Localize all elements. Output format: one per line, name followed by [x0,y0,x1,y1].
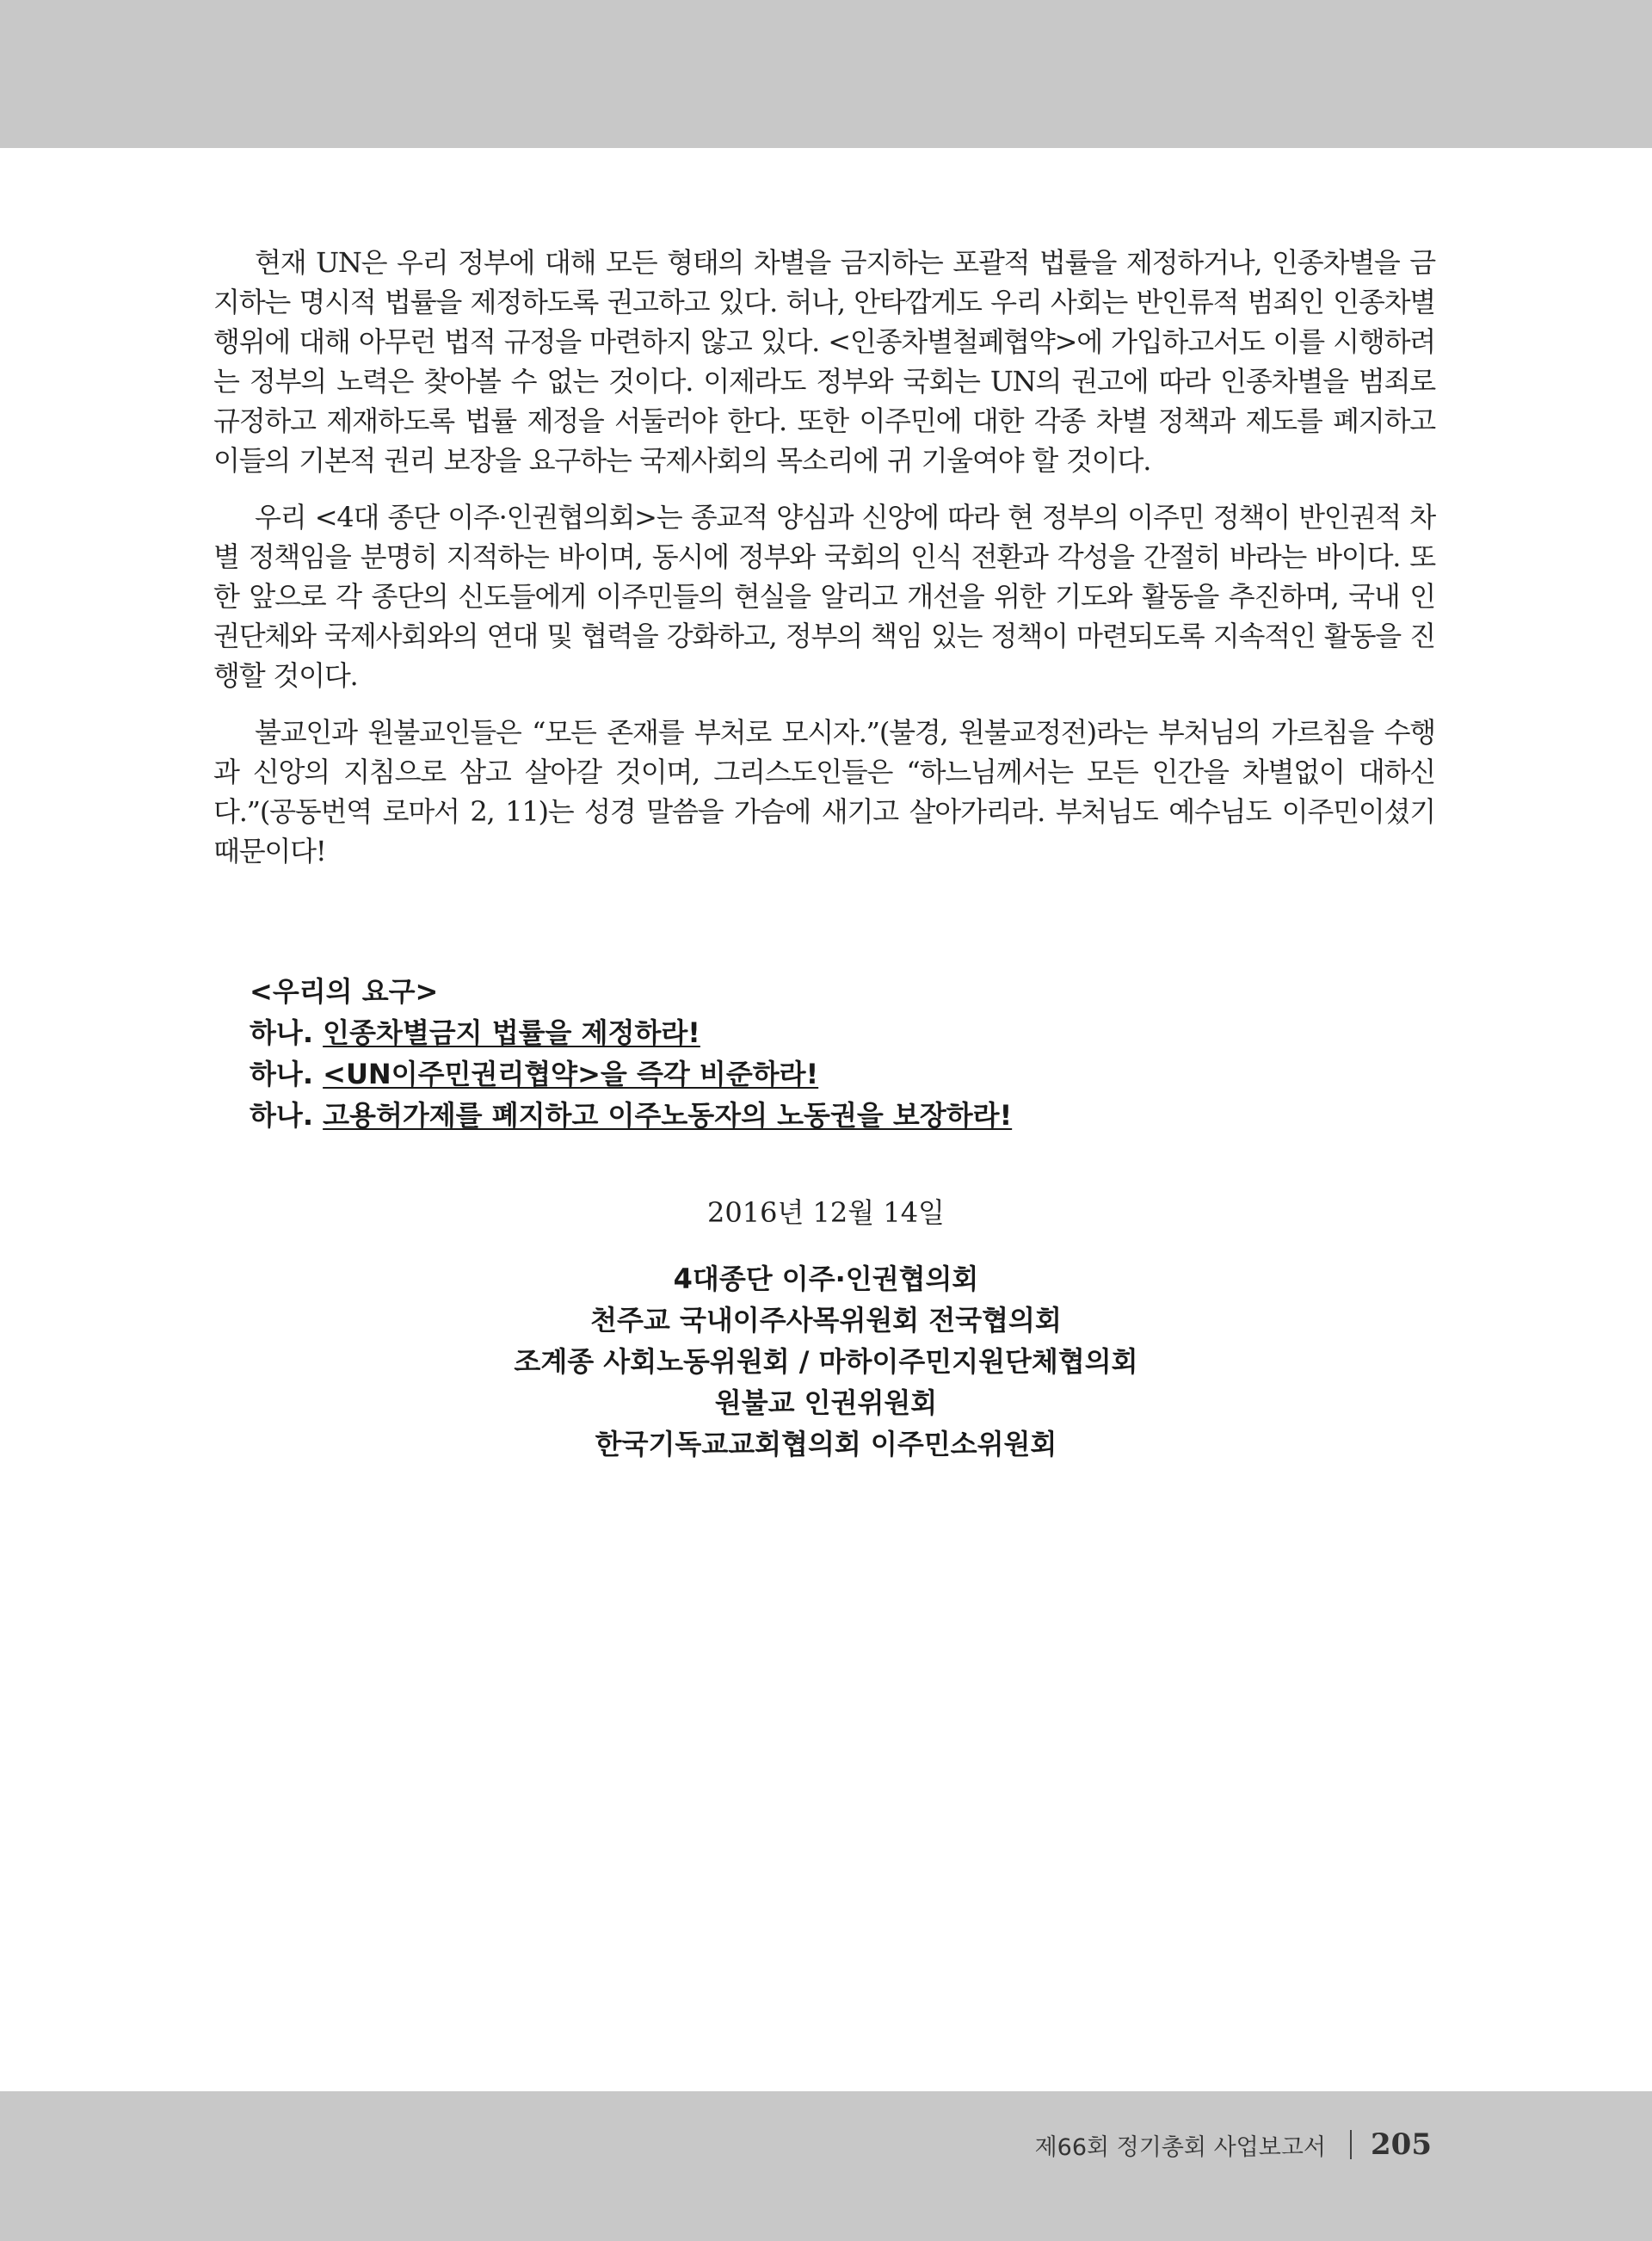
demands-section [250,971,1012,1136]
report-title: 제66회 정기총회 사업보고서 [1034,2133,1327,2161]
statement-body [213,243,1435,888]
demand-text: <UN이주민권리협약>을 즉각 비준하라! [323,1058,819,1090]
body-paragraph: 현재 UN은 우리 정부에 대해 모든 형태의 차별을 금지하는 포괄적 법률을 제정하거나, 인종차별을 금지하는 명시적 법률을 제정하도록 권고하고 있다. 허나, 안타깝게도 우리 사회는 반인류적 범죄인 인종차별 행위에 대해 아무런 법적 규정을 마련하지 않고 있다. <인종차별철폐협약>에 가입하고서도 이를 시행하려는 정부의 노력은 찾아볼 수 없는 것이다. 이제라도 정부와 국회는 UN의 권고에 따라 인종차별을 범죄로 규정하고 제재하도록 법률 제정을 서둘러야 한다. 또한 이주민에 대한 각종 차별 정책과 제도를 폐지하고 이들의 기본적 권리 보장을 요구하는 국제사회의 목소리에 귀 기울여야 할 것이다. [213,246,1435,477]
page-footer [1035,2127,1432,2162]
organization-name: 4대종단 이주·인권협의회 [673,1262,979,1295]
page-number: 205 [1371,2127,1432,2162]
organization-name: 한국기독교교회협의회 이주민소위원회 [595,1428,1057,1460]
signatory-organizations [0,1258,1652,1465]
demands-heading: <우리의 요구> [250,975,439,1008]
demand-prefix: 하나. [250,1099,324,1132]
organization-name: 원불교 인권위원회 [714,1386,938,1419]
organization-name: 천주교 국내이주사목위원회 전국협의회 [590,1304,1062,1337]
statement-date: 2016년 12월 14일 [707,1196,945,1229]
organization-name: 조계종 사회노동위원회 / 마하이주민지원단체협의회 [514,1345,1138,1378]
demand-text: 인종차별금지 법률을 제정하라! [323,1016,700,1049]
body-paragraph: 불교인과 원불교인들은 “모든 존재를 부처로 모시자.”(불경, 원불교정전)라는 부처님의 가르침을 수행과 신앙의 지침으로 삼고 살아갈 것이며, 그리스도인들은 “하느님께서는 모든 인간을 차별없이 대하신다.”(공동번역 로마서 2, 11)는 성경 말씀을 가슴에 새기고 살아가리라. 부처님도 예수님도 이주민이셨기 때문이다! [213,716,1435,867]
demand-item [250,1012,1012,1053]
demand-prefix: 하나. [250,1058,324,1090]
footer-band [0,2091,1652,2241]
header-band [0,0,1652,148]
demand-item [250,1095,1012,1136]
demand-text: 고용허가제를 폐지하고 이주노동자의 노동권을 보장하라! [323,1099,1013,1132]
demand-item [250,1053,1012,1095]
footer-divider [1350,2130,1352,2159]
body-paragraph: 우리 <4대 종단 이주·인권협의회>는 종교적 양심과 신앙에 따라 현 정부의 이주민 정책이 반인권적 차별 정책임을 분명히 지적하는 바이며, 동시에 정부와 국회의 인식 전환과 각성을 간절히 바라는 바이다. 또한 앞으로 각 종단의 신도들에게 이주민들의 현실을 알리고 개선을 위한 기도와 활동을 추진하며, 국내 인권단체와 국제사회와의 연대 및 협력을 강화하고, 정부의 책임 있는 정책이 마련되도록 지속적인 활동을 진행할 것이다. [213,501,1435,692]
demand-prefix: 하나. [250,1016,324,1049]
